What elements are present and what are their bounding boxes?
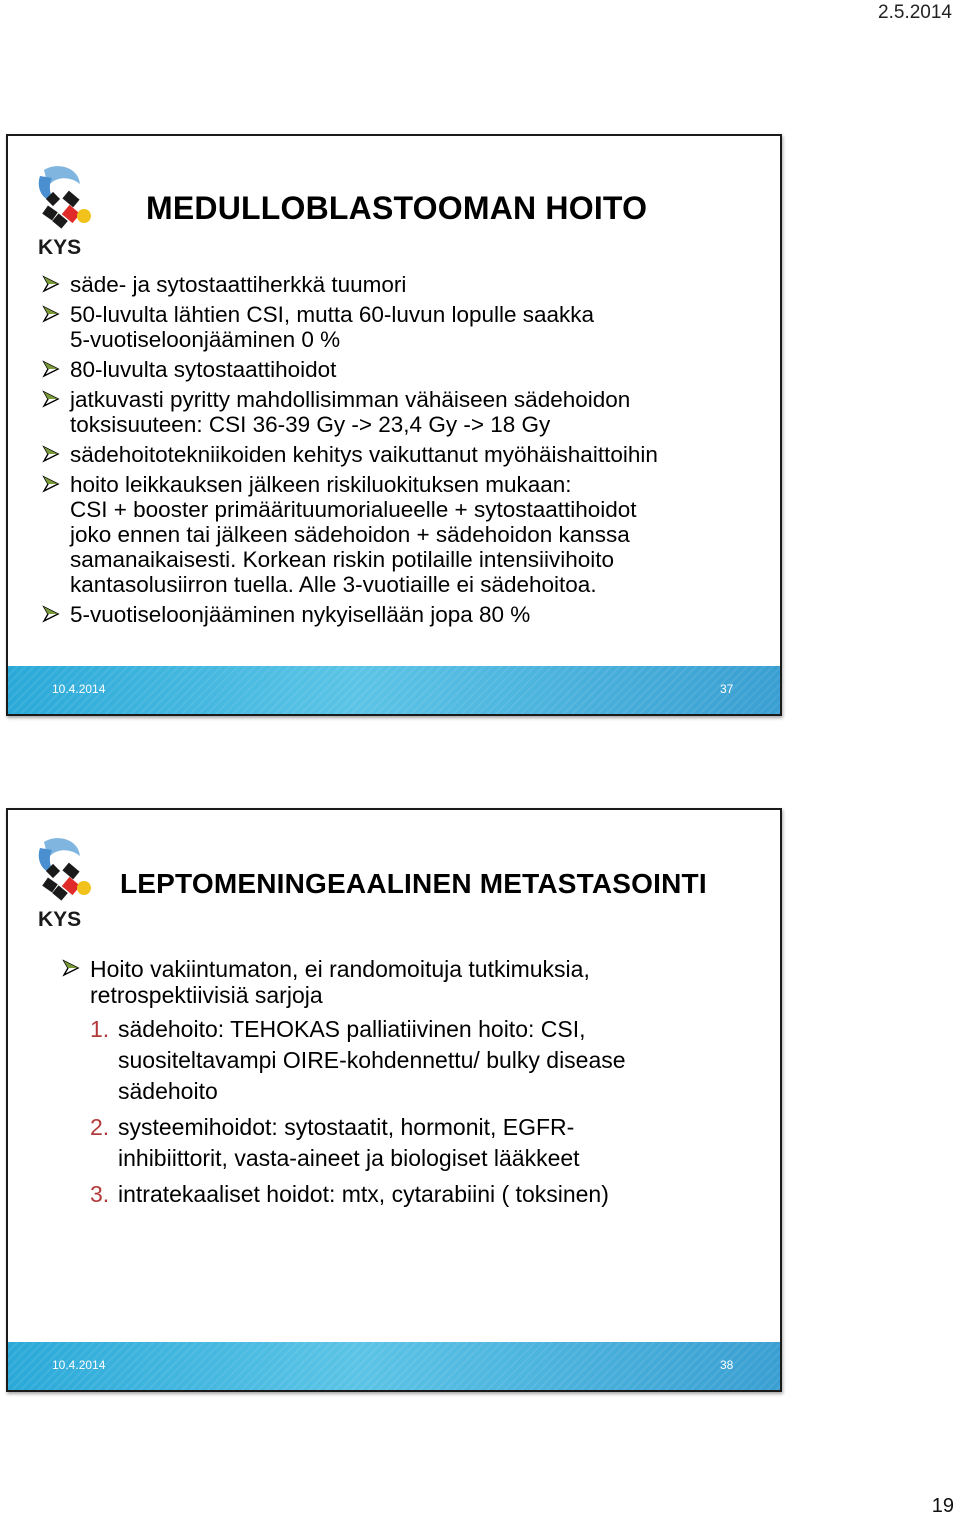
numbered-item: 3. intratekaaliset hoidot: mtx, cytarabiini ( toksinen) bbox=[90, 1181, 609, 1207]
bullet-line: hoito leikkauksen jälkeen riskiluokituksen mukaan: bbox=[70, 472, 572, 497]
bullet-list bbox=[42, 272, 772, 632]
bullet-line: 80-luvulta sytostaattihoidot bbox=[70, 357, 337, 382]
kys-logo-icon bbox=[34, 164, 96, 260]
numbered-list bbox=[90, 1014, 762, 1210]
bullet-item bbox=[42, 357, 772, 382]
bullet-line: Hoito vakiintumaton, ei randomoituja tutkimuksia, bbox=[90, 956, 590, 982]
slide-footer bbox=[8, 666, 780, 714]
bullet-line: säde- ja sytostaattiherkkä tuumori bbox=[70, 272, 407, 297]
arrow-bullet-icon bbox=[42, 605, 60, 623]
arrow-bullet-icon bbox=[42, 305, 60, 323]
arrow-bullet-icon bbox=[42, 445, 60, 463]
bullet-line: 50-luvulta lähtien CSI, mutta 60-luvun lopulle saakka bbox=[70, 302, 595, 327]
bullet-item bbox=[42, 472, 772, 597]
bullet-item bbox=[42, 272, 772, 297]
kys-logo-icon bbox=[34, 836, 96, 932]
bullet-item bbox=[42, 442, 772, 467]
bullet-item bbox=[42, 387, 772, 437]
arrow-bullet-icon bbox=[42, 390, 60, 408]
bullet-list bbox=[62, 956, 762, 1215]
slide-38 bbox=[6, 808, 782, 1392]
numbered-item: 2. systeemihoidot: sytostaatit, hormonit, EGFR- inhibiittorit, vasta-aineet ja biologiset lääkkeet bbox=[90, 1114, 580, 1171]
arrow-bullet-icon bbox=[42, 275, 60, 293]
page-date: 2.5.2014 bbox=[878, 2, 952, 23]
slide-title: MEDULLOBLASTOOMAN HOITO bbox=[146, 190, 648, 226]
slide-number: 37 bbox=[720, 682, 734, 696]
treatment-paragraph: CSI + booster primäärituumorialueelle + sytostaattihoidot joko ennen tai jälkeen sädehoidon + sädehoidon kanssa samanaikaisesti. Korkean riskin potilaille intensiivihoito kantasolusiirron tuella. Alle 3-vuotiaille ei sädehoitoa. bbox=[70, 497, 637, 597]
footer-date: 10.4.2014 bbox=[52, 1358, 106, 1372]
svg-text:KYS: KYS bbox=[38, 908, 82, 931]
bullet-item bbox=[62, 956, 762, 1210]
bullet-line: 5-vuotiseloonjääminen 0 % bbox=[70, 327, 341, 352]
numbered-item: 1. sädehoito: TEHOKAS palliatiivinen hoito: CSI, suositeltavampi OIRE-kohdennettu/ bulky disease sädehoito bbox=[90, 1016, 626, 1104]
bullet-line: toksisuuteen: CSI 36-39 Gy -> 23,4 Gy -> 18 Gy bbox=[70, 412, 551, 437]
arrow-bullet-icon bbox=[62, 959, 80, 977]
page-number: 19 bbox=[931, 1495, 954, 1517]
bullet-line: jatkuvasti pyritty mahdollisimman vähäiseen sädehoidon bbox=[70, 387, 631, 412]
svg-text:KYS: KYS bbox=[38, 236, 82, 259]
bullet-line: retrospektiivisiä sarjoja bbox=[90, 982, 323, 1008]
footer-date: 10.4.2014 bbox=[52, 682, 106, 696]
arrow-bullet-icon bbox=[42, 360, 60, 378]
bullet-line: sädehoitotekniikoiden kehitys vaikuttanut myöhäishaittoihin bbox=[70, 442, 658, 467]
arrow-bullet-icon bbox=[42, 475, 60, 493]
slide-37 bbox=[6, 134, 782, 716]
slide-number: 38 bbox=[720, 1358, 734, 1372]
bullet-line: 5-vuotiseloonjääminen nykyisellään jopa 80 % bbox=[70, 602, 531, 627]
bullet-item bbox=[42, 302, 772, 352]
slide-title: LEPTOMENINGEAALINEN METASTASOINTI bbox=[120, 868, 707, 899]
bullet-item bbox=[42, 602, 772, 627]
slide-footer bbox=[8, 1342, 780, 1390]
